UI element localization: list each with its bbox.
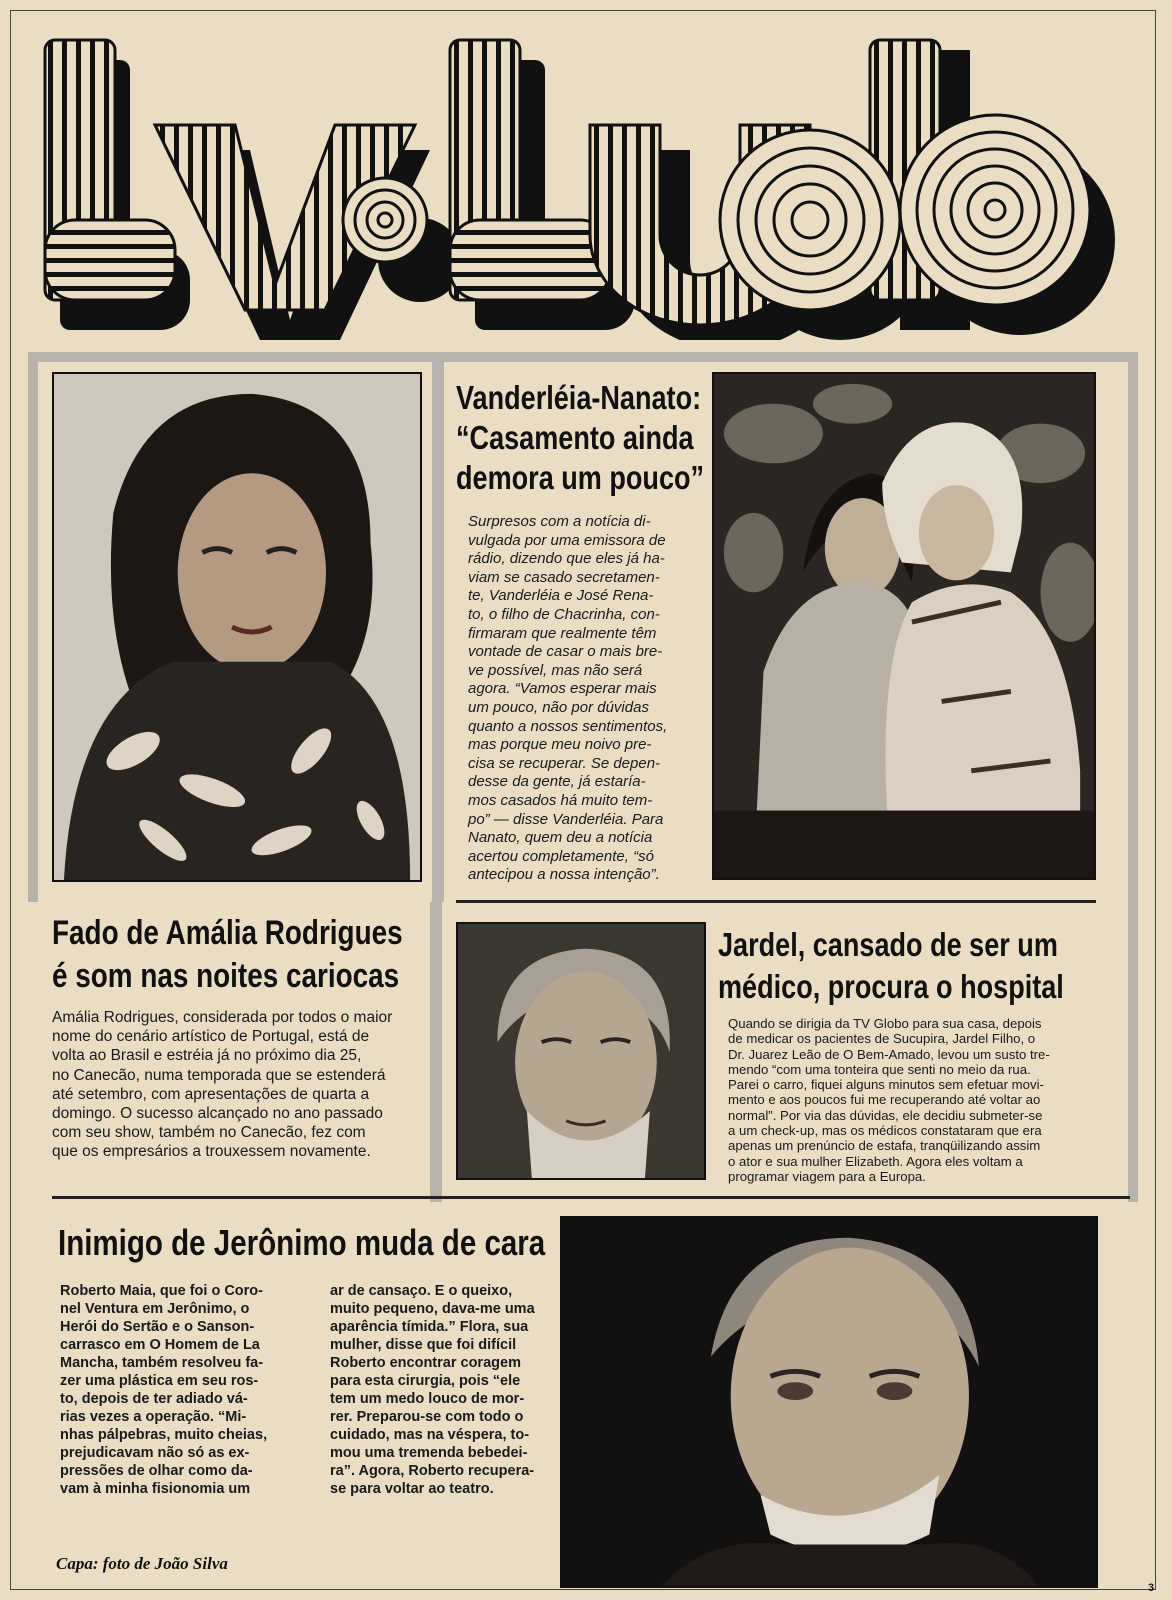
story4-col2	[330, 1282, 560, 1498]
story1-line: mos casados há muito tem-	[468, 791, 653, 809]
story3-line: apenas um prenúncio de estafa, tranqüilizando assim	[728, 1138, 1041, 1154]
story1-line: ve possível, mas não será	[468, 661, 643, 679]
story1-line: Surpresos com a notícia di-	[468, 513, 651, 530]
story2-line: até setembro, com apresentações de quarta a	[52, 1085, 370, 1103]
story4-line: mou uma tremenda bebedei-	[330, 1445, 528, 1461]
story3-line: Parei o carro, fiquei alguns minutos sem efetuar movi-	[728, 1077, 1044, 1093]
frame-top	[28, 352, 1138, 362]
story4-line: rias vezes a operação. “Mi-	[60, 1409, 247, 1425]
story4-line: Mancha, também resolveu fa-	[60, 1355, 264, 1371]
story1-line: te, Vanderléia e José Rena-	[468, 587, 654, 605]
story1-line: vulgada por uma emissora de	[468, 531, 666, 549]
story4-headline: Inimigo de Jerônimo muda de cara	[58, 1222, 546, 1263]
story2-body	[52, 1008, 422, 1162]
photo-jardel-filho	[456, 922, 706, 1180]
story1-line: to, o filho de Chacrinha, con-	[468, 605, 660, 623]
story2-line: domingo. O sucesso alcançado no ano passado	[52, 1105, 383, 1123]
story3-line: programar viagem para a Europa.	[728, 1168, 926, 1184]
story1-line: viam se casado secretamen-	[468, 568, 660, 586]
story3-line: Dr. Juarez Leão de O Bem-Amado, levou um susto tre-	[728, 1046, 1050, 1062]
page-number: 3	[1148, 1582, 1155, 1594]
story1-line: quanto a nossos sentimentos,	[468, 717, 668, 735]
story3-line: normal”. Por via das dúvidas, ele decidiu submeter-se	[728, 1107, 1043, 1123]
story4-line: nel Ventura em Jerônimo, o	[60, 1301, 250, 1317]
story4-line: aparência tímida.” Flora, sua	[330, 1319, 529, 1335]
story4-line: rer. Preparou-se com todo o	[330, 1409, 524, 1425]
story2-line: nome do cenário artístico de Portugal, está de	[52, 1028, 370, 1046]
story1-headline-line: “Casamento ainda	[456, 419, 694, 456]
story1-line: Nanato, quem deu a notícia	[468, 829, 653, 847]
story2-line: volta ao Brasil e estréia já no próximo dia 25,	[52, 1047, 362, 1065]
story1-headline	[456, 378, 704, 498]
frame-middle	[432, 352, 444, 902]
story4-line: tem um medo louco de mor-	[330, 1391, 525, 1407]
story4-line: muito pequeno, dava-me uma	[330, 1301, 535, 1317]
story3-headline-line: Jardel, cansado de ser um	[718, 926, 1058, 963]
story1-line: mas porque meu noivo pre-	[468, 736, 652, 754]
story4-line: vam à minha fisionomia um	[60, 1481, 251, 1497]
story4-line: ra”. Agora, Roberto recupera-	[330, 1463, 535, 1479]
story3-line: a um check-up, mas os médicos constataram que era	[728, 1123, 1042, 1139]
story4-line: zer uma plástica em seu ros-	[60, 1373, 259, 1389]
story3-line: Quando se dirigia da TV Globo para sua casa, depois	[728, 1016, 1042, 1031]
story4-line: carrasco em O Homem de La	[60, 1337, 260, 1353]
story4-line: ar de cansaço. E o queixo,	[330, 1283, 513, 1299]
story1-headline-line: demora um pouco”	[456, 459, 705, 496]
story2-headline-line: é som nas noites cariocas	[52, 957, 400, 995]
story3-line: de medicar os pacientes de Sucupira, Jardel Filho, o	[728, 1031, 1036, 1047]
story2-line: que os empresários a trouxessem novamente.	[52, 1143, 371, 1161]
cover-credit: Capa: foto de João Silva	[56, 1554, 228, 1573]
story4-line: prejudicavam não só as ex-	[60, 1445, 250, 1461]
story3-line: o ator e sua mulher Elizabeth. Agora eles voltam a	[728, 1153, 1023, 1169]
photo-vanderleia-nanato	[712, 372, 1096, 880]
story3-line: mento e aos poucos fui me recuperando até voltar ao	[728, 1092, 1041, 1108]
story4-line: Roberto encontrar coragem	[330, 1355, 521, 1371]
photo-amalia-rodrigues	[52, 372, 422, 882]
story2-line: no Canecão, numa temporada que se estenderá	[52, 1066, 386, 1084]
story2-line: com seu show, também no Canecão, fez com	[52, 1124, 366, 1142]
masthead-logo	[20, 20, 1150, 340]
story2-headline	[52, 912, 403, 998]
story4-line: cuidado, mas na véspera, to-	[330, 1427, 530, 1443]
story4-top-rule	[52, 1196, 1130, 1199]
story2-line: Amália Rodrigues, considerada por todos o maior	[52, 1009, 393, 1026]
story4-col1	[60, 1282, 290, 1498]
story4-line: se para voltar ao teatro.	[330, 1481, 494, 1497]
story4-line: mulher, disse que foi difícil	[330, 1337, 517, 1353]
story1-body	[468, 513, 708, 885]
frame-left	[28, 352, 38, 902]
story3-body	[728, 1016, 1098, 1184]
frame-right	[1128, 352, 1138, 1202]
story3-line: mendo “com uma tonteira que senti no meio da rua.	[728, 1061, 1031, 1077]
story3-headline	[718, 924, 1064, 1008]
story4-line: Herói do Sertão e o Sanson-	[60, 1319, 255, 1335]
story1-line: rádio, dizendo que eles já ha-	[468, 550, 665, 568]
story4-line: pressões de olhar como da-	[60, 1463, 253, 1479]
story1-line: agora. “Vamos esperar mais	[468, 680, 657, 698]
story1-line: cisa se recuperar. Se depen-	[468, 754, 661, 772]
story1-line: desse da gente, já estaría-	[468, 773, 646, 791]
photo-roberto-maia	[560, 1216, 1098, 1588]
masthead-lettering	[20, 20, 1150, 340]
story1-headline-line: Vanderléia-Nanato:	[456, 379, 702, 416]
story1-line: acertou completamente, “só	[468, 847, 654, 865]
story1-line: um pouco, não por dúvidas	[468, 698, 649, 716]
story4-line: Roberto Maia, que foi o Coro-	[60, 1283, 263, 1299]
frame-row2	[430, 902, 442, 1202]
story3-headline-line: médico, procura o hospital	[718, 968, 1064, 1005]
story3-top-rule	[456, 900, 1096, 903]
story4-line: para esta cirurgia, pois “ele	[330, 1373, 521, 1389]
story4-line: to, depois de ter adiado vá-	[60, 1391, 248, 1407]
story1-line: antecipou a nossa intenção”.	[468, 866, 660, 884]
story2-headline-line: Fado de Amália Rodrigues	[52, 914, 403, 952]
story1-line: vontade de casar o mais bre-	[468, 643, 663, 661]
story1-line: po” — disse Vanderléia. Para	[468, 810, 664, 828]
story1-line: firmaram que realmente têm	[468, 624, 657, 642]
story4-line: nhas pálpebras, muito cheias,	[60, 1427, 268, 1443]
